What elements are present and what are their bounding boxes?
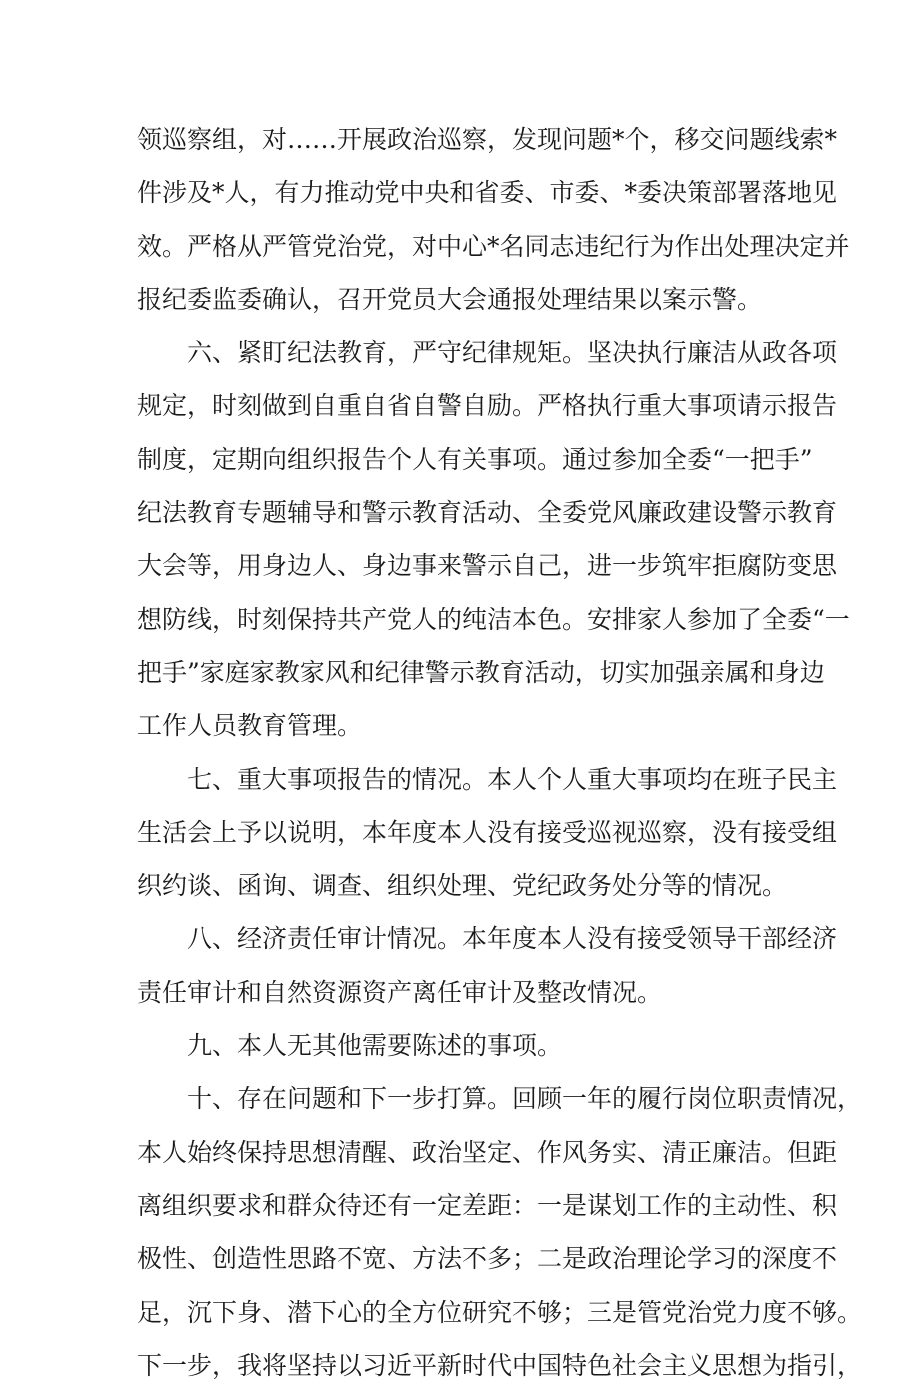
line-text: 生活会上予以说明，本年度本人没有接受巡视巡察，没有接受组 (137, 817, 838, 847)
line-text: 规定，时刻做到自重自省自警自励。严格执行重大事项请示报告 (137, 391, 838, 421)
document-body (137, 113, 863, 1392)
paragraph-start-line (137, 1072, 863, 1125)
text-line (137, 593, 850, 646)
text-line (137, 859, 797, 912)
text-line (137, 166, 838, 219)
text-line (137, 806, 838, 859)
text-line (137, 1286, 863, 1339)
line-text: 足，沉下身、潜下心的全方位研究不够；三是管党治党力度不够。 (137, 1297, 863, 1327)
line-text: 六、紧盯纪法教育，严守纪律规矩。坚决执行廉洁从政各项 (187, 338, 838, 368)
text-line (137, 966, 797, 1019)
line-text: 下一步，我将坚持以习近平新时代中国特色社会主义思想为指引， (137, 1350, 863, 1380)
paragraph-start-line (137, 912, 838, 965)
text-line (137, 486, 838, 539)
paragraph-start-line (137, 1019, 797, 1072)
line-text: 纪法教育专题辅导和警示教育活动、全委党风廉政建设警示教育 (137, 498, 838, 528)
text-line (137, 273, 797, 326)
text-line (137, 113, 838, 166)
line-text: 七、重大事项报告的情况。本人个人重大事项均在班子民主 (187, 764, 838, 794)
text-line (137, 1179, 838, 1232)
text-line (137, 1126, 838, 1179)
text-line (137, 646, 825, 699)
line-text: 效。严格从严管党治党，对中心*名同志违纪行为作出处理决定并 (137, 231, 850, 261)
line-text: 织约谈、函询、调查、组织处理、党纪政务处分等的情况。 (137, 871, 788, 901)
line-text: 报纪委监委确认，召开党员大会通报处理结果以案示警。 (137, 284, 763, 314)
line-text: 九、本人无其他需要陈述的事项。 (187, 1031, 563, 1061)
line-text: 领巡察组，对……开展政治巡察，发现问题*个，移交问题线索* (137, 125, 838, 154)
line-text: 八、经济责任审计情况。本年度本人没有接受领导干部经济 (187, 924, 838, 954)
line-text: 十、存在问题和下一步打算。回顾一年的履行岗位职责情况， (187, 1084, 863, 1114)
text-line (137, 539, 838, 592)
line-text: 件涉及*人，有力推动党中央和省委、市委、*委决策部署落地见 (137, 178, 838, 208)
line-text: 想防线，时刻保持共产党人的纯洁本色。安排家人参加了全委“一 (137, 604, 850, 634)
line-text: 制度，定期向组织报告个人有关事项。通过参加全委“一把手” (137, 444, 813, 474)
paragraph-start-line (137, 326, 838, 379)
text-line (137, 379, 838, 432)
line-text: 责任审计和自然资源资产离任审计及整改情况。 (137, 977, 663, 1007)
line-text: 把手”家庭家教家风和纪律警示教育活动，切实加强亲属和身边 (137, 657, 825, 687)
text-line (137, 1232, 838, 1285)
paragraph-start-line (137, 753, 838, 806)
text-line (137, 220, 850, 273)
text-line (137, 433, 813, 486)
text-line (137, 699, 797, 752)
line-text: 极性、创造性思路不宽、方法不多；二是政治理论学习的深度不 (137, 1244, 838, 1274)
line-text: 工作人员教育管理。 (137, 711, 363, 741)
line-text: 本人始终保持思想清醒、政治坚定、作风务实、清正廉洁。但距 (137, 1137, 838, 1167)
line-text: 大会等，用身边人、身边事来警示自己，进一步筑牢拒腐防变思 (137, 551, 838, 581)
text-line (137, 1339, 863, 1392)
line-text: 离组织要求和群众待还有一定差距：一是谋划工作的主动性、积 (137, 1190, 838, 1220)
